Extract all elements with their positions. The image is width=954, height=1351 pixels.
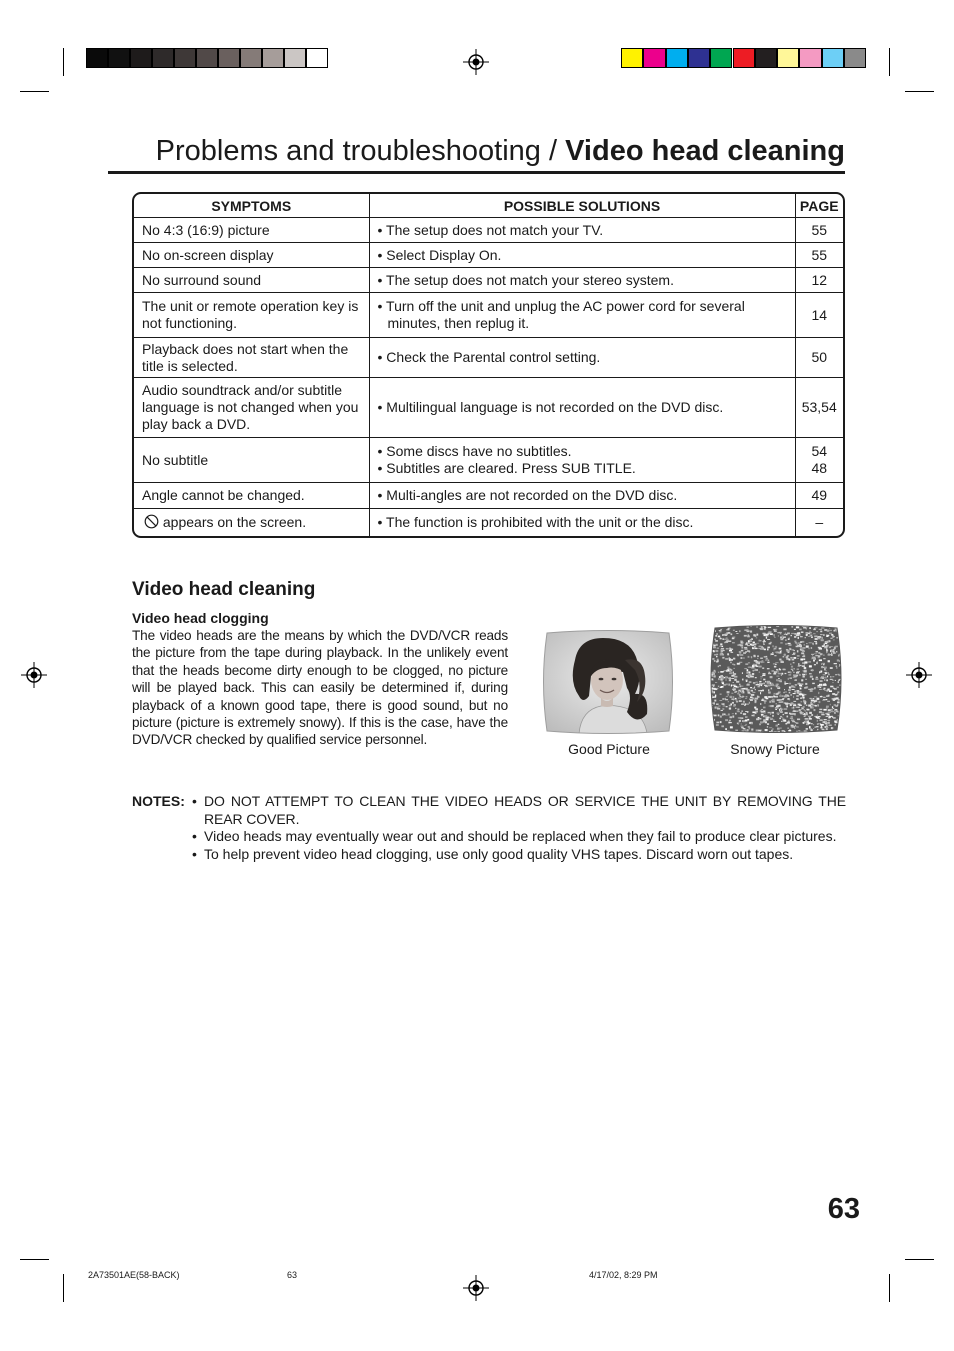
color-swatch — [174, 48, 196, 68]
solution-cell — [369, 438, 795, 483]
good-picture-illustration — [539, 630, 677, 734]
crop-mark — [889, 48, 890, 76]
registration-mark-icon — [906, 662, 932, 688]
color-swatch — [710, 48, 732, 68]
solution-text: • The function is prohibited with the unit or the disc. — [377, 513, 694, 530]
notes-label: NOTES: — [132, 793, 185, 809]
symptom-cell: Audio soundtrack and/or subtitle language is not changed when you play back a DVD. — [134, 378, 369, 438]
crop-mark — [905, 91, 934, 92]
page-cell — [795, 483, 843, 509]
crop-mark — [63, 1274, 64, 1302]
table-row — [134, 218, 843, 243]
color-swatch — [108, 48, 130, 68]
color-swatch — [218, 48, 240, 68]
notes-list — [190, 793, 846, 863]
section-heading: Video head cleaning — [132, 579, 316, 600]
note-item: • Video heads may eventually wear out and should be replaced when they fail to produce clear pictures. — [190, 828, 846, 846]
column-header-solutions: POSSIBLE SOLUTIONS — [369, 194, 795, 218]
table-row — [134, 509, 843, 536]
solution-cell — [369, 378, 795, 438]
solution-cell — [369, 509, 795, 536]
symptom-cell: No 4:3 (16:9) picture — [142, 221, 270, 238]
solution-cell — [369, 483, 795, 509]
snowy-picture-caption: Snowy Picture — [730, 741, 820, 757]
table-header-row — [134, 194, 843, 218]
solution-text: • The setup does not match your stereo system. — [377, 271, 674, 288]
good-picture-caption: Good Picture — [568, 741, 650, 757]
color-swatch — [755, 48, 777, 68]
color-swatch — [643, 48, 665, 68]
page-cell — [795, 338, 843, 378]
table-row — [134, 243, 843, 268]
symptom-cell: Angle cannot be changed. — [134, 483, 369, 509]
page-cell — [795, 268, 843, 293]
crop-mark — [20, 91, 49, 92]
color-swatch — [196, 48, 218, 68]
color-swatch — [284, 48, 306, 68]
page-reference: 50 — [811, 349, 828, 365]
solution-cell — [369, 338, 795, 378]
color-swatch — [822, 48, 844, 68]
registration-mark-icon — [21, 662, 47, 688]
crop-mark — [20, 1259, 49, 1260]
table-row — [134, 268, 843, 293]
solution-cell — [369, 243, 795, 268]
solution-cell — [369, 268, 795, 293]
solution-text: • Multi-angles are not recorded on the DVD disc. — [377, 487, 678, 503]
solution-text: • The setup does not match your TV. — [377, 221, 604, 238]
color-swatch — [621, 48, 643, 68]
color-swatch — [86, 48, 108, 68]
solution-text: • Subtitles are cleared. Press SUB TITLE. — [377, 460, 636, 476]
footer-timestamp: 4/17/02, 8:29 PM — [589, 1270, 658, 1280]
color-swatch — [152, 48, 174, 68]
color-swatch — [262, 48, 284, 68]
solution-cell — [369, 218, 795, 243]
crop-mark — [905, 1259, 934, 1260]
symptom-cell: No surround sound — [134, 268, 369, 293]
page-number: 63 — [827, 1193, 860, 1225]
page-title: Problems and troubleshooting / Video head cleaning — [155, 135, 845, 167]
note-item: • To help prevent video head clogging, use only good quality VHS tapes. Discard worn out tapes. — [190, 846, 846, 864]
note-item: • DO NOT ATTEMPT TO CLEAN THE VIDEO HEADS OR SERVICE THE UNIT BY REMOVING THE REAR COVER. — [190, 793, 846, 828]
table-row — [134, 378, 843, 438]
solution-text: • Select Display On. — [377, 246, 502, 263]
color-swatch — [733, 48, 755, 68]
footer-page-number: 63 — [287, 1270, 298, 1280]
body-paragraph: The video heads are the means by which the DVD/VCR reads the picture from the tape during playback. In the unlikely event that the heads become dirty enough to be clogged, no picture will be played back. This can easily be determined if, during playback of a known good tape, there is good sound, but no picture (picture is extremely snowy). If this is the case, have the DVD/VCR checked by qualified service personnel. — [132, 628, 508, 748]
page-reference: 48 — [811, 460, 828, 476]
symptom-cell — [134, 509, 369, 536]
page-reference: 54 — [811, 443, 828, 459]
registration-mark-icon — [463, 49, 489, 75]
solution-text: • Some discs have no subtitles. — [377, 443, 572, 459]
table-row — [134, 483, 843, 509]
page-reference: 14 — [811, 306, 828, 323]
table-row — [134, 438, 843, 483]
symptom-cell: The unit or remote operation key is not functioning. — [134, 293, 369, 338]
registration-mark-icon — [463, 1275, 489, 1301]
column-header-page: PAGE — [795, 194, 843, 218]
title-underline — [108, 171, 845, 174]
column-header-symptoms: SYMPTOMS — [134, 194, 369, 218]
troubleshooting-table — [132, 192, 845, 538]
solution-text: • Check the Parental control setting. — [377, 349, 601, 365]
symptom-text: appears on the screen. — [162, 513, 307, 530]
page-cell — [795, 243, 843, 268]
color-swatch — [799, 48, 821, 68]
snowy-picture-illustration — [707, 625, 845, 733]
solution-text: • Turn off the unit and unplug the AC power cord for several minutes, then replug it. — [377, 298, 745, 331]
page-reference: 53,54 — [801, 399, 837, 415]
table-row — [134, 338, 843, 378]
color-swatch — [240, 48, 262, 68]
footer-job-code: 2A73501AE(58-BACK) — [88, 1270, 180, 1280]
page-cell — [795, 293, 843, 338]
subsection-heading: Video head clogging — [132, 610, 269, 626]
color-swatch — [306, 48, 328, 68]
page-cell — [795, 378, 843, 438]
page-reference: 55 — [811, 246, 828, 263]
page-cell — [795, 509, 843, 536]
page-reference: 55 — [811, 221, 828, 238]
page-reference: 49 — [811, 487, 828, 503]
symptom-cell: Playback does not start when the title is selected. — [134, 338, 369, 378]
color-swatch — [130, 48, 152, 68]
color-swatch — [688, 48, 710, 68]
color-swatch — [844, 48, 866, 68]
table-row — [134, 293, 843, 338]
solution-text: • Multilingual language is not recorded on the DVD disc. — [377, 399, 724, 415]
solution-cell — [369, 293, 795, 338]
page-reference: – — [815, 513, 824, 530]
crop-mark — [889, 1274, 890, 1302]
color-swatch — [666, 48, 688, 68]
symptom-cell: No on-screen display — [134, 243, 369, 268]
symptom-cell: No subtitle — [134, 438, 369, 483]
page-cell — [795, 438, 843, 483]
page-cell — [795, 218, 843, 243]
color-swatch — [777, 48, 799, 68]
page-reference: 12 — [811, 271, 828, 288]
crop-mark — [63, 48, 64, 76]
prohibited-icon — [144, 514, 159, 529]
